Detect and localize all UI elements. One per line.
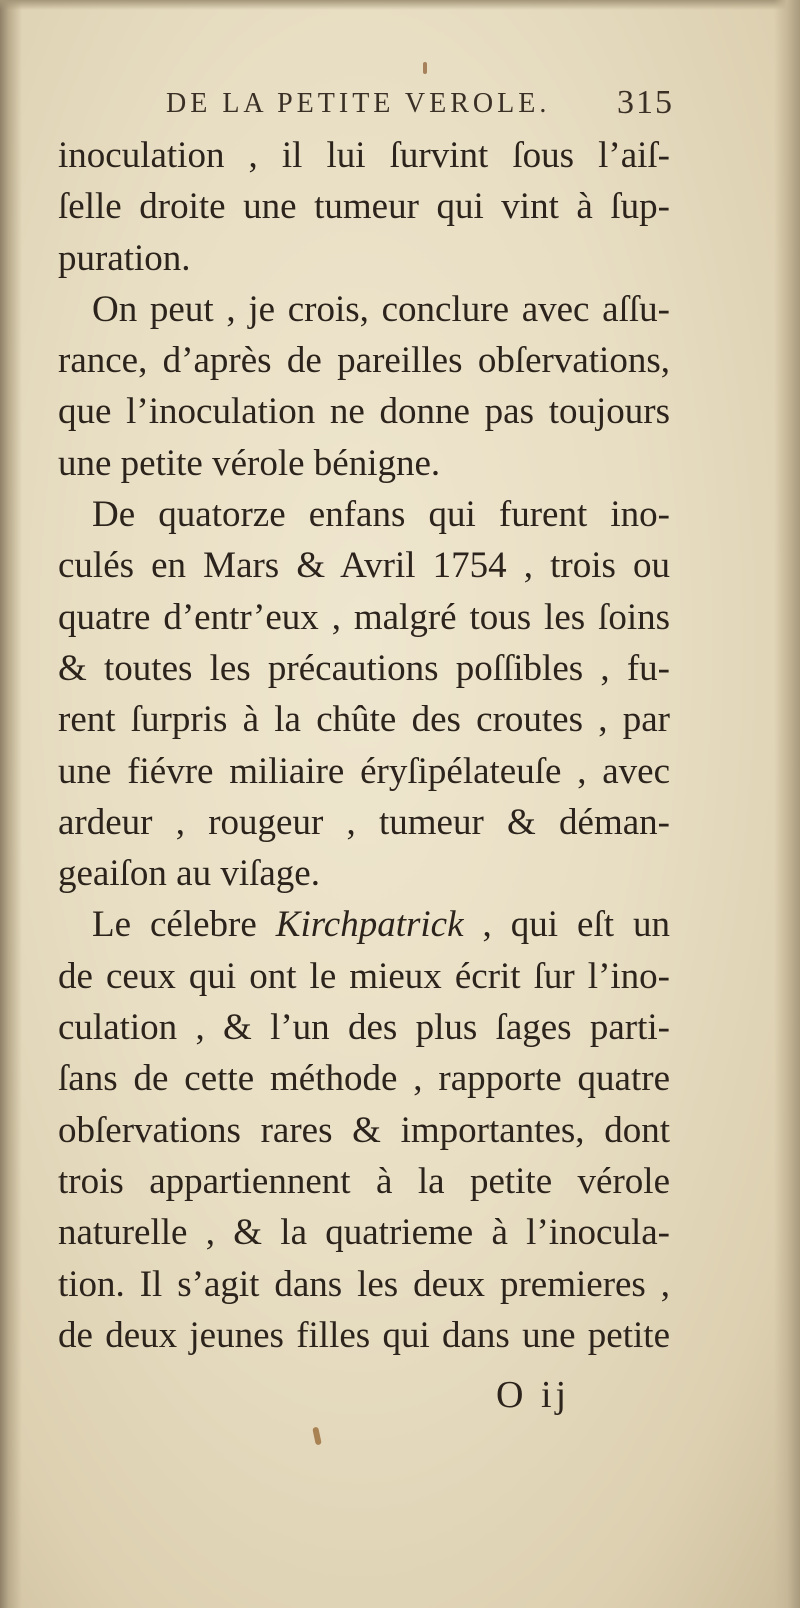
running-title: DE LA PETITE VEROLE. [166, 88, 551, 119]
text-line: une petite vérole bénigne. [58, 442, 441, 484]
ink-spot [312, 1427, 322, 1446]
paragraph [58, 899, 670, 1361]
text-line [58, 899, 670, 950]
text-line: puration. [58, 237, 191, 279]
text-line: rent ſurpris à la chûte des croutes , par [58, 699, 670, 741]
text-line: ſans de cette méthode , rapporte quatre [58, 1058, 670, 1100]
body-text [58, 130, 670, 1361]
author-name: Kirchpatrick [275, 904, 464, 946]
text-line: obſervations rares & importantes, dont [58, 1109, 670, 1151]
text-line: & toutes les précautions poſſibles , fu- [58, 647, 670, 689]
spine-shadow [0, 0, 22, 1608]
page-number: 315 [617, 84, 674, 121]
text-line: ſelle droite une tumeur qui vint à ſup- [58, 186, 670, 228]
text-line: de ceux qui ont le mieux écrit ſur l’ino- [58, 955, 670, 997]
paragraph [58, 489, 670, 899]
text-fragment: Le célebre [92, 904, 276, 946]
paragraph [58, 284, 670, 489]
text-line: On peut , je crois, conclure avec aſſu- [92, 288, 670, 330]
text-line: culation , & l’un des plus ſages parti- [58, 1007, 670, 1049]
text-line: une fiévre miliaire éryſipélateuſe , avec [58, 750, 670, 792]
text-line: rance, d’après de pareilles obſervations, [58, 340, 670, 382]
page-right-edge [774, 0, 800, 1608]
text-line: inoculation , il lui ſurvint ſous l’aiſ- [58, 135, 670, 176]
text-line: de deux jeunes filles qui dans une petite [58, 1314, 670, 1356]
text-line: De quatorze enfans qui furent ino- [92, 494, 670, 536]
text-line: trois appartiennent à la petite vérole [58, 1160, 670, 1202]
ink-spot [423, 62, 427, 74]
paragraph [58, 130, 670, 284]
text-line: quatre d’entr’eux , malgré tous les ſoins [58, 596, 670, 638]
text-line: culés en Mars & Avril 1754 , trois ou [58, 545, 670, 587]
text-line: naturelle , & la quatrieme à l’inocula- [58, 1212, 670, 1254]
text-line: tion. Il s’agit dans les deux premieres , [58, 1263, 670, 1305]
text-line: geaiſon au viſage. [58, 853, 320, 895]
text-line: que l’inoculation ne donne pas toujours [58, 391, 670, 433]
text-line: ardeur , rougeur , tumeur & déman- [58, 801, 670, 843]
page-top-edge [0, 0, 800, 10]
text-fragment: , qui eſt un [463, 904, 670, 946]
signature-mark: O ij [496, 1374, 571, 1416]
page-header [160, 82, 680, 128]
